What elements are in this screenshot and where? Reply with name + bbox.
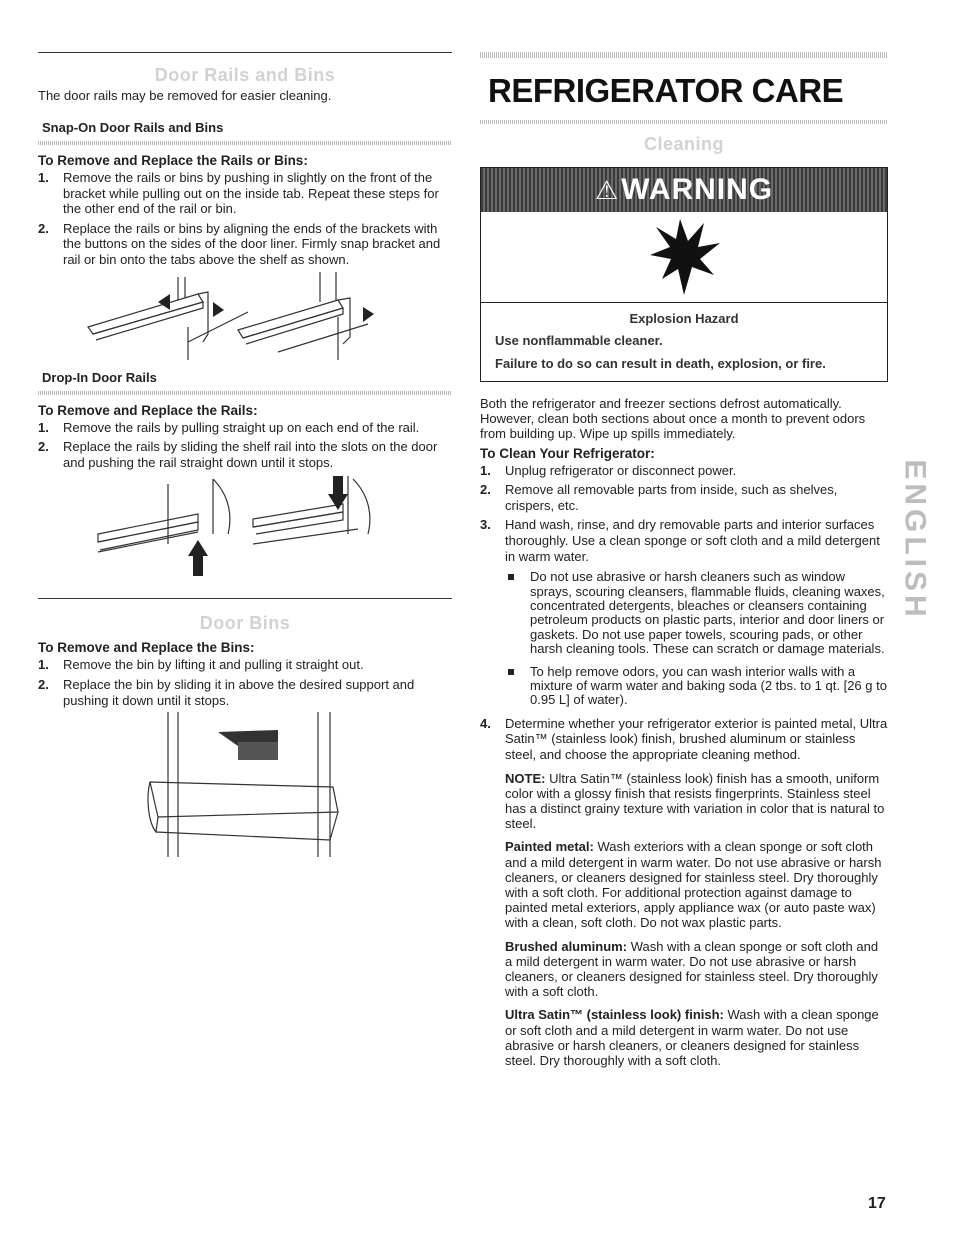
left-column <box>38 52 452 862</box>
ultra-satin-paragraph: Ultra Satin™ (stainless look) finish: Wash with a clean sponge or soft cloth and a mild detergent in warm water. Do not use abrasive or harsh cleaners, or cleaners designed for stainless steel. Dry thoroughly with a soft cloth. <box>505 1007 879 1069</box>
list-item: 2. Remove all removable parts from inside, such as shelves, crispers, etc. <box>480 482 838 513</box>
cleaning-steps <box>480 463 888 1069</box>
door-rails-intro: The door rails may be removed for easier cleaning. <box>38 88 332 103</box>
warning-triangle-icon: ⚠ <box>594 175 620 205</box>
language-side-tab: ENGLISH <box>899 459 933 621</box>
right-column <box>480 52 888 1072</box>
clean-heading: To Clean Your Refrigerator: <box>480 445 655 461</box>
warning-line-1: Use nonflammable cleaner. <box>495 333 663 348</box>
list-item: To help remove odors, you can wash interior walls with a mixture of warm water and baking soda (2 tbs. to 1 qt. [26 g to 0.95 L] of water). <box>505 665 888 708</box>
drop-in-steps <box>38 420 452 471</box>
cleaning-bullets <box>505 570 888 708</box>
bullet-square-icon <box>508 574 514 580</box>
list-item: Do not use abrasive or harsh cleaners such as window sprays, scouring cleansers, flammable fluids, cleaning waxes, concentrated detergents, bleaches or cleansers containing petroleum products on plastic parts, interior and door liners or gaskets. Do not use paper towels, scouring pads, or other harsh cleaning tools. These can scratch or damage materials. <box>505 570 888 656</box>
warning-box <box>480 167 888 382</box>
brushed-aluminum-paragraph: Brushed aluminum: Wash with a clean sponge or soft cloth and a mild detergent in warm water. Do not use abrasive or harsh cleaners, or cleaners designed for stainless steel. Dry thoroughly with a soft cloth. <box>505 938 879 1000</box>
drop-in-subhead: Drop-In Door Rails <box>42 369 157 385</box>
section-title-door-bins: Door Bins <box>199 613 291 634</box>
list-item: 1. Remove the rails or bins by pushing in slightly on the front of the bracket while pulling out on the inside tab. Repeat these steps for the other end of the rail or bin. <box>38 170 439 217</box>
list-item: 1. Remove the rails by pulling straight up on each end of the rail. <box>38 419 420 435</box>
dotted-rule <box>480 120 888 124</box>
warning-label: ⚠WARNING <box>594 173 774 206</box>
drop-in-rail-illustration <box>38 474 452 584</box>
bullet-square-icon <box>508 669 514 675</box>
section-rule <box>38 52 452 53</box>
section-title-cleaning: Cleaning <box>643 134 724 154</box>
door-bins-heading: To Remove and Replace the Bins: <box>38 640 255 656</box>
note-paragraph: NOTE: Ultra Satin™ (stainless look) finish has a smooth, uniform color with a glossy finish that resists fingerprints. Stainless steel has a distinct grainy texture with variation in color that is natural to steel. <box>505 770 885 832</box>
explosion-hazard-graphic <box>481 212 887 303</box>
snap-on-steps <box>38 170 452 268</box>
section-title-door-rails: Door Rails and Bins <box>154 65 336 85</box>
page-title: REFRIGERATOR CARE <box>488 72 844 109</box>
door-bin-illustration <box>38 712 452 862</box>
title-rule <box>480 52 888 58</box>
list-item: 2. Replace the rails by sliding the shelf rail into the slots on the door and pushing the rail straight down until it stops. <box>38 439 438 470</box>
cleaning-intro: Both the refrigerator and freezer sections defrost automatically. However, clean both sections about once a month to prevent odors from building up. Wipe up spills immediately. <box>480 396 866 442</box>
door-bins-steps <box>38 657 452 708</box>
snap-on-rail-illustration <box>38 272 452 362</box>
list-item: 2. Replace the bin by sliding it in above the desired support and pushing it down until it stops. <box>38 676 415 708</box>
section-rule <box>38 598 452 599</box>
warning-line-2: Failure to do so can result in death, explosion, or fire. <box>495 356 826 371</box>
list-item: 4. Determine whether your refrigerator exterior is painted metal, Ultra Satin™ (stainless look) finish, brushed aluminum or stainless steel, and choose the appropriate cleaning method. NOTE: Ultra Satin™ (stainless look) finish has a smooth, uniform color with a glossy finish that resists fingerprints. Stainless steel has a distinct grainy texture with variation in color that is natural to steel. Painted metal: Wash exteriors with a clean sponge or soft cloth and a mild detergent in warm water. Do not use abrasive or harsh cleaners, or cleaners designed for stainless steel. Dry thoroughly with a soft cloth. For additional protection against damage to painted metal exteriors, apply appliance wax (or auto paste wax) with a clean, soft cloth. Do not wax plastic parts. Brushed aluminum: Wash with a clean sponge or soft cloth and a mild detergent in warm water. Do not use abrasive or harsh cleaners, or cleaners designed for stainless steel. Dry thoroughly with a soft cloth. Ultra Satin™ (stainless look) finish: Wash with a clean sponge or soft cloth and a mild detergent in warm water. Do not use abrasive or harsh cleaners, or cleaners designed for stainless steel. Dry thoroughly with a soft cloth. <box>480 715 888 1069</box>
snap-on-subhead: Snap-On Door Rails and Bins <box>42 120 224 135</box>
warning-text <box>481 303 887 381</box>
list-item: 1. Remove the bin by lifting it and pulling it straight out. <box>38 657 364 673</box>
explosion-icon <box>644 217 724 297</box>
list-item: 1. Unplug refrigerator or disconnect power. <box>480 462 737 478</box>
drop-in-heading: To Remove and Replace the Rails: <box>38 402 258 418</box>
snap-on-heading: To Remove and Replace the Rails or Bins: <box>38 153 308 168</box>
painted-metal-paragraph: Painted metal: Wash exteriors with a clean sponge or soft cloth and a mild detergent in warm water. Do not use abrasive or harsh cleaners, or cleaners designed for stainless steel. Dry thoroughly with a soft cloth. For additional protection against damage to painted metal exteriors, apply appliance wax (or auto paste wax) with a clean, soft cloth. Do not wax plastic parts. <box>505 839 882 931</box>
page-number: 17 <box>868 1195 886 1212</box>
warning-band <box>481 168 887 212</box>
dotted-rule <box>38 391 452 395</box>
list-item: 3. Hand wash, rinse, and dry removable parts and interior surfaces thoroughly. Use a clean sponge or soft cloth and a mild detergent in warm water. Do not use abrasive or harsh cleaners such as window sprays, scouring cleansers, flammable fluids, cleaning waxes, concentrated detergents, bleaches or cleansers containing petroleum products on plastic parts, interior and door liners or gaskets. Do not use paper towels, scouring pads, or other harsh cleaning tools. These can scratch or damage materials. To help remove odors, you can wash interior walls with a mixture of warm water and baking soda (2 tbs. to 1 qt. [26 g to 0.95 L] of water). <box>480 517 887 708</box>
warning-hazard-title: Explosion Hazard <box>629 311 739 326</box>
list-item: 2. Replace the rails or bins by aligning the ends of the brackets with the buttons on the sides of the door liner. Firmly snap bracket and rail or bin onto the tabs above the shelf as shown. <box>38 220 441 267</box>
dotted-rule <box>38 141 452 145</box>
